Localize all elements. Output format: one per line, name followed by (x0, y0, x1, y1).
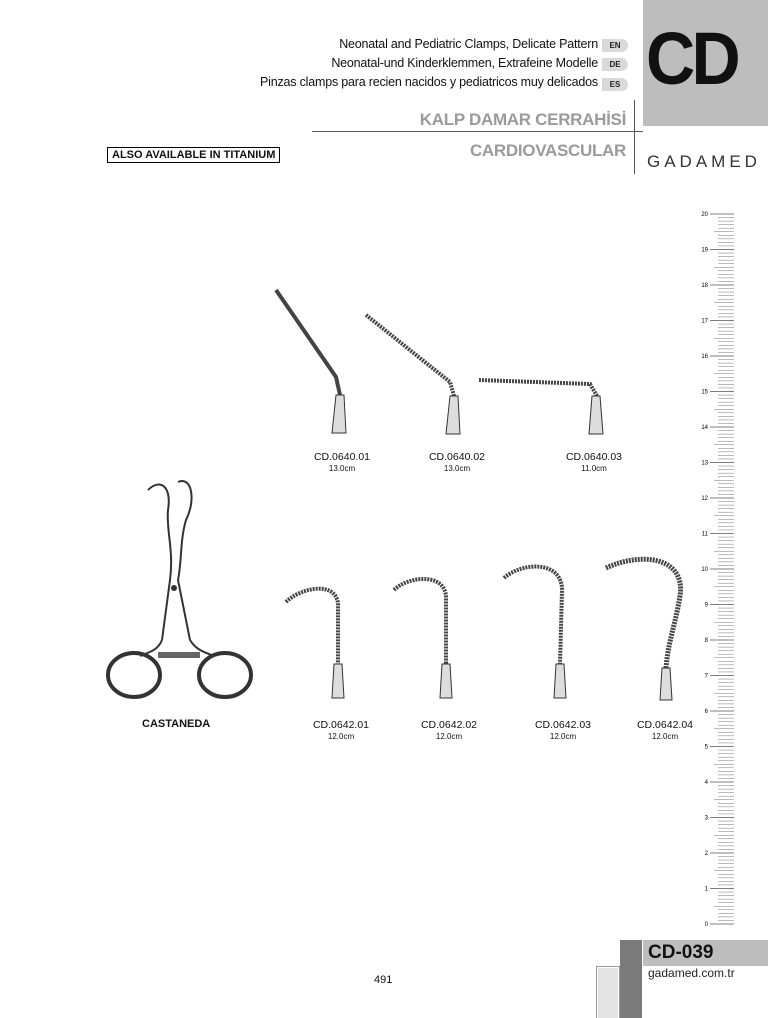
section-title-en: CARDIOVASCULAR (469, 141, 626, 160)
header-rule (312, 131, 643, 132)
measurement-ruler (700, 210, 740, 930)
ruler-label: 6 (704, 709, 708, 715)
ruler-label: 2 (704, 851, 708, 857)
ruler-label: 15 (701, 389, 708, 396)
jaw-image-0642-04 (600, 552, 700, 702)
jaw-image-0642-03 (498, 560, 588, 700)
product-size: 12.0cm (435, 732, 463, 741)
lang-badge-es: ES (602, 78, 628, 91)
instrument-name: CASTANEDA (142, 718, 211, 730)
ruler-label: 17 (701, 318, 708, 325)
ruler-label: 13 (701, 460, 708, 467)
product-code: CD.0642.01 (312, 719, 370, 731)
header-line-en: Neonatal and Pediatric Clamps, Delicate Pattern (339, 37, 598, 51)
product-code: CD.0642.02 (420, 719, 478, 731)
titanium-note: ALSO AVAILABLE IN TITANIUM (107, 147, 280, 163)
page-number: 491 (374, 974, 393, 986)
product-size: 12.0cm (651, 732, 679, 741)
footer-block-dark (620, 940, 642, 1018)
ruler-label: 0 (704, 922, 708, 928)
lang-badge-en: EN (602, 39, 628, 52)
product-size: 12.0cm (327, 732, 355, 741)
ruler-label: 14 (701, 425, 708, 431)
ruler-label: 18 (701, 283, 708, 289)
ruler-label: 5 (704, 744, 708, 751)
footer-block-grey (598, 968, 618, 1018)
product-code: CD.0640.03 (565, 451, 623, 463)
category-code: CD (646, 17, 737, 100)
website-url: gadamed.com.tr (648, 966, 735, 980)
product-size: 13.0cm (328, 464, 356, 473)
ruler-label: 11 (701, 531, 708, 538)
section-title-tr: KALP DAMAR CERRAHİSİ (419, 110, 626, 129)
ruler-label: 7 (704, 673, 708, 680)
jaw-image-0642-01 (280, 580, 360, 700)
header-line-de: Neonatal-und Kinderklemmen, Extrafeine Modelle (331, 56, 598, 70)
jaw-image-0640-02 (360, 310, 470, 440)
ruler-label: 3 (704, 815, 708, 822)
header-line-es: Pinzas clamps para recien nacidos y pediatricos muy delicados (260, 75, 598, 89)
product-code: CD.0640.02 (428, 451, 486, 463)
product-code: CD.0640.01 (313, 451, 371, 463)
product-size: 12.0cm (549, 732, 577, 741)
ruler-label: 19 (701, 247, 708, 254)
jaw-image-0642-02 (388, 572, 468, 700)
ruler-label: 1 (704, 886, 708, 893)
brand-logo: GADAMED (647, 152, 761, 171)
vertical-rule (634, 100, 635, 174)
castaneda-clamp-image (100, 470, 260, 710)
page-code: CD-039 (648, 942, 714, 963)
product-size: 11.0cm (581, 464, 607, 473)
ruler-label: 12 (701, 496, 708, 502)
ruler-label: 10 (701, 567, 708, 573)
ruler-label: 8 (704, 638, 708, 644)
lang-badge-de: DE (602, 58, 628, 71)
product-size: 13.0cm (443, 464, 471, 473)
jaw-image-0640-01 (268, 285, 358, 440)
ruler-label: 20 (701, 212, 708, 218)
product-code: CD.0642.03 (534, 719, 592, 731)
ruler-label: 9 (704, 602, 708, 609)
ruler-label: 4 (704, 780, 708, 786)
jaw-image-0640-03 (475, 370, 615, 440)
ruler-label: 16 (701, 354, 708, 360)
product-code: CD.0642.04 (636, 719, 694, 731)
